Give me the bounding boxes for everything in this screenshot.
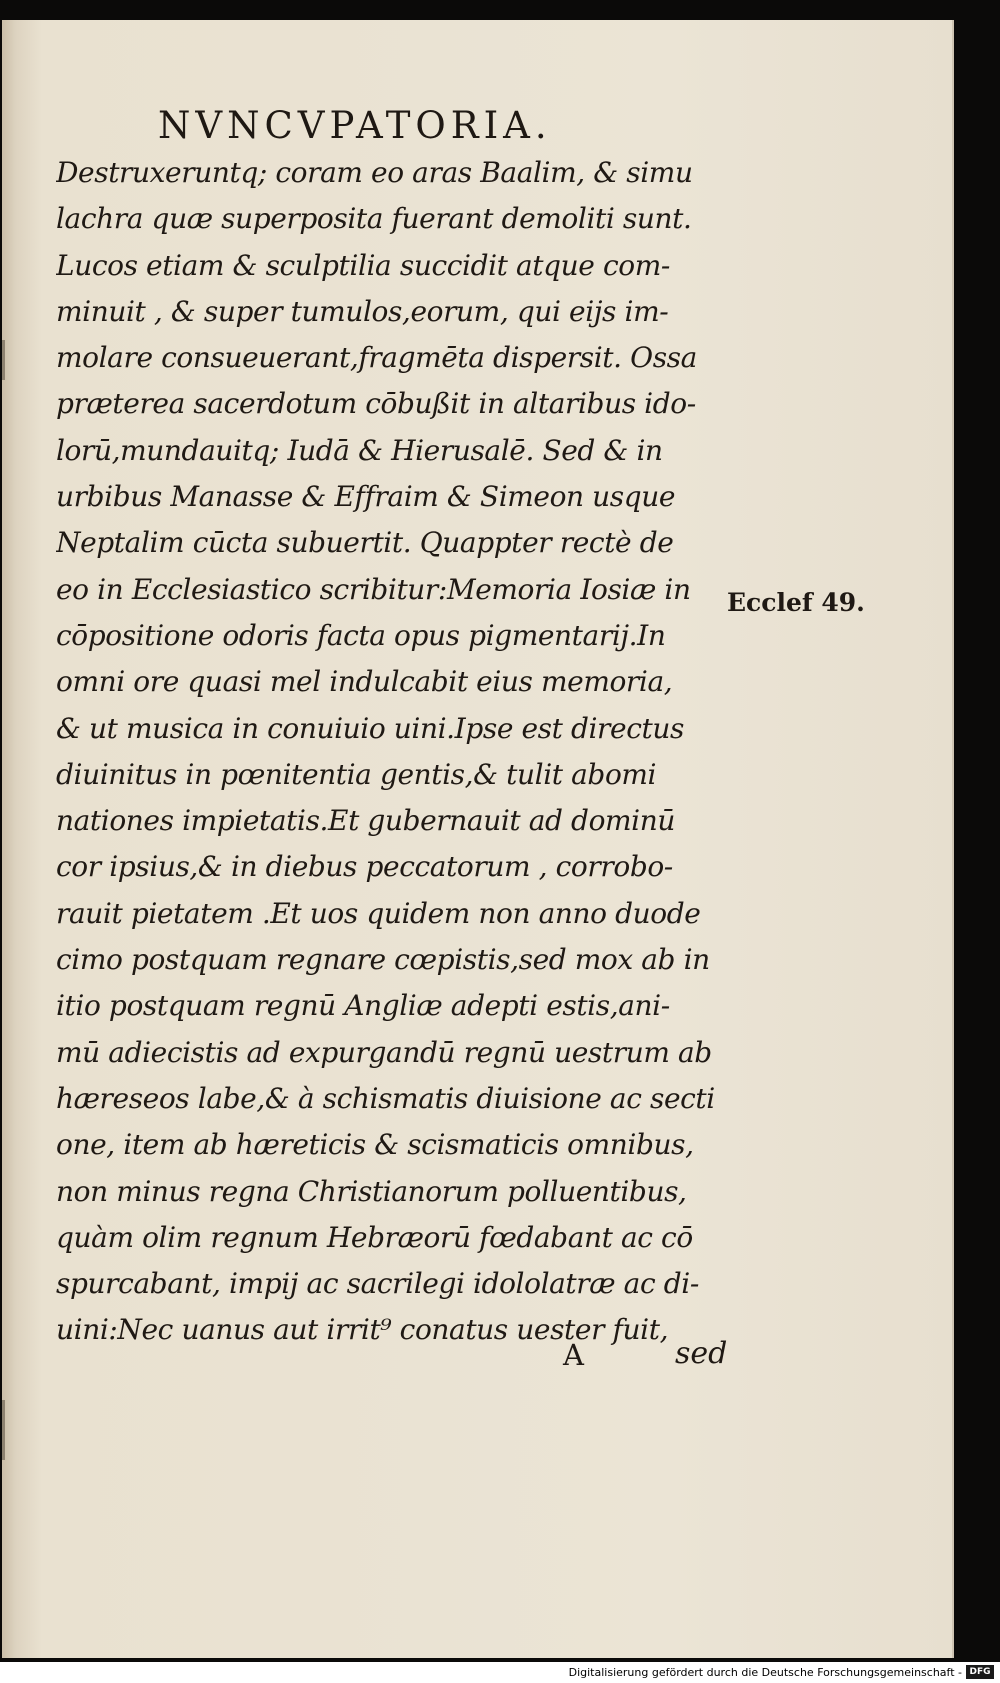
text-line: urbibus Manasse & Effraim & Simeon usque xyxy=(56,480,676,514)
text-line: mū adiecistis ad expurgandū regnū uestrum ab xyxy=(56,1035,712,1069)
signature-mark: A xyxy=(563,1338,584,1372)
text-line: non minus regna Christianorum polluentibus, xyxy=(56,1174,687,1208)
catchword: sed xyxy=(675,1336,728,1371)
digitization-credit: Digitalisierung gefördert durch die Deutsche Forschungsgemeinschaft - xyxy=(568,1666,962,1679)
text-line: Lucos etiam & sculptilia succidit atque com- xyxy=(56,248,670,282)
text-line: præterea sacerdotum cōbußit in altaribus ido- xyxy=(56,387,696,421)
text-line: spurcabant, impij ac sacrilegi idololatræ ac di- xyxy=(56,1267,699,1301)
text-line: cor ipsius,& in diebus peccatorum , corrobo- xyxy=(56,850,673,884)
text-line: quàm olim regnum Hebræorū fœdabant ac cō xyxy=(56,1220,693,1254)
text-line: & ut musica in conuiuio uini.Ipse est directus xyxy=(56,711,684,745)
text-line: nationes impietatis.Et gubernauit ad dominū xyxy=(56,804,676,838)
text-line: itio postquam regnū Angliæ adepti estis,ani- xyxy=(56,989,670,1023)
text-line: diuinitus in pœnitentia gentis,& tulit abomi xyxy=(56,757,657,791)
dfg-logo: DFG xyxy=(966,1665,994,1679)
text-line: minuit , & super tumulos,eorum, qui eijs im- xyxy=(56,294,669,328)
text-line: one, item ab hæreticis & scismaticis omnibus, xyxy=(56,1128,694,1162)
text-line: hæreseos labe,& à schismatis diuisione ac secti xyxy=(56,1081,715,1115)
text-line: Destruxeruntq; coram eo aras Baalim, & simu xyxy=(56,156,693,189)
text-line: omni ore quasi mel indulcabit eius memoria, xyxy=(56,665,673,699)
text-line: eo in Ecclesiastico scribitur:Memoria Iosiæ in xyxy=(56,572,691,606)
text-line: lachra quæ superposita fuerant demoliti sunt. xyxy=(56,202,692,236)
text-line: uini:Nec uanus aut irrit⁹ conatus uester fuit, xyxy=(56,1313,669,1347)
gutter-shadow xyxy=(2,1400,5,1460)
text-line: molare consueuerant,fragmēta dispersit. Ossa xyxy=(56,341,697,375)
gutter-shadow xyxy=(2,340,5,380)
text-line: cimo postquam regnare cœpistis,sed mox ab in xyxy=(56,943,710,977)
margin-note: Ecclef 49. xyxy=(727,588,865,617)
running-head: NVNCVPATORIA. xyxy=(158,104,552,147)
text-line: rauit pietatem .Et uos quidem non anno duode xyxy=(56,896,701,930)
text-line: Neptalim cūcta subuertit. Quappter rectè de xyxy=(56,526,674,560)
text-line: cōpositione odoris facta opus pigmentarij.In xyxy=(56,618,666,652)
body-text xyxy=(56,150,728,1354)
text-line: lorū,mundauitq; Iudā & Hierusalē. Sed & in xyxy=(56,433,663,467)
